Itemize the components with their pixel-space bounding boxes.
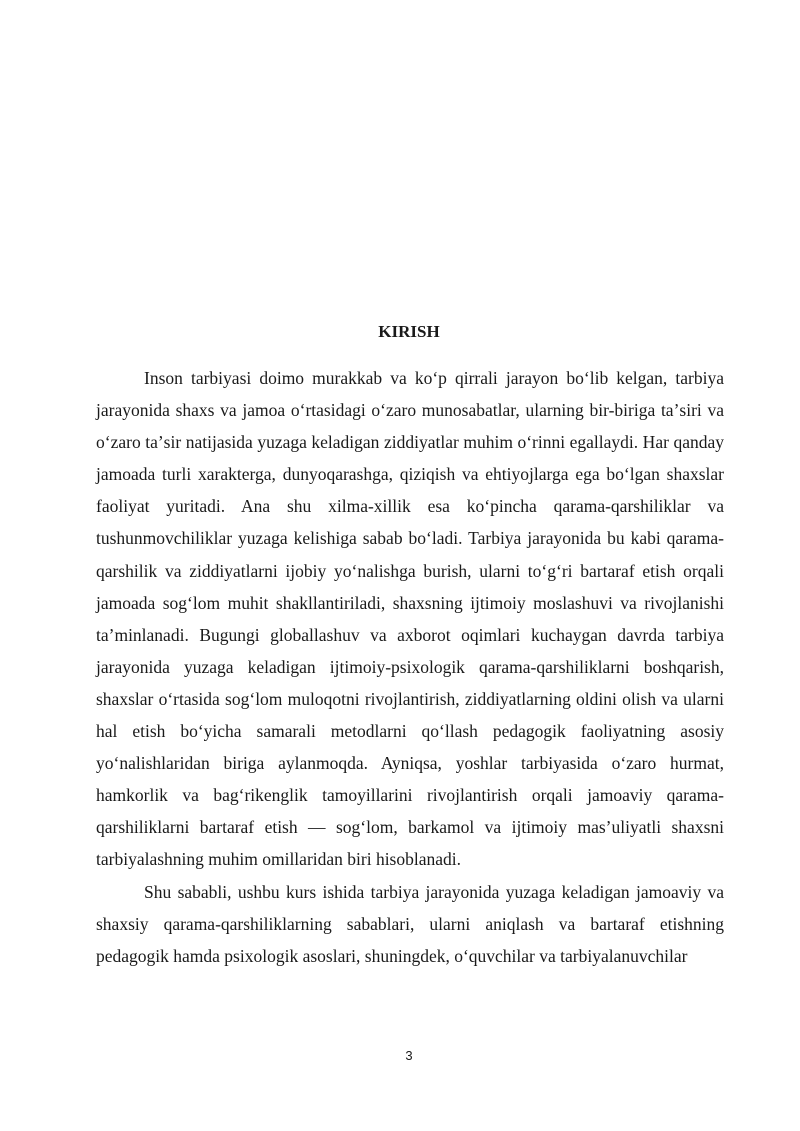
paragraph: Shu sababli, ushbu kurs ishida tarbiya jarayonida yuzaga keladigan jamoaviy va shaxsiy qarama-qarshiliklarning sabablari, ularni aniqlash va bartaraf etishning pedagogik hamda psixologik asoslari, shuningdek, oʻquvchilar va tarbiyalanuvchilar	[96, 881, 724, 966]
page-number: 3	[405, 1048, 413, 1063]
paragraph: Inson tarbiyasi doimo murakkab va koʻp qirrali jarayon boʻlib kelgan, tarbiya jarayonida shaxs va jamoa oʻrtasidagi oʻzaro munosabatlar, ularning bir-biriga taʼsiri va oʻzaro taʼsir natijasida yuzaga keladigan ziddiyatlar muhim oʻrinni egallaydi. Har qanday jamoada turli xarakterga, dunyoqarashga, qiziqish va ehtiyojlarga ega boʻlgan shaxslar faoliyat yuritadi. Ana shu xilma-xillik esa koʻpincha qarama-qarshiliklar va tushunmovchiliklar yuzaga kelishiga sabab boʻladi. Tarbiya jarayonida bu kabi qarama-qarshilik va ziddiyatlarni ijobiy yoʻnalishga burish, ularni toʻgʻri bartaraf etish orqali jamoada sogʻlom muhit shakllantiriladi, shaxsning ijtimoiy moslashuvi va rivojlanishi taʼminlanadi. Bugungi globallashuv va axborot oqimlari kuchaygan davrda tarbiya jarayonida yuzaga keladigan ijtimoiy-psixologik qarama-qarshiliklarni boshqarish, shaxslar oʻrtasida sogʻlom muloqotni rivojlantirish, ziddiyatlarning oldini olish va ularni hal etish boʻyicha samarali metodlarni qoʻllash pedagogik faoliyatning asosiy yoʻnalishlaridan biriga aylanmoqda. Ayniqsa, yoshlar tarbiyasida oʻzaro hurmat, hamkorlik va bagʻrikenglik tamoyillarini rivojlantirish orqali jamoaviy qarama-qarshiliklarni bartaraf etish — sogʻlom, barkamol va ijtimoiy masʼuliyatli shaxsni tarbiyalashning muhim omillaridan biri hisoblanadi.	[96, 368, 724, 870]
body-text	[96, 362, 724, 972]
section-heading: KIRISH	[378, 322, 440, 341]
